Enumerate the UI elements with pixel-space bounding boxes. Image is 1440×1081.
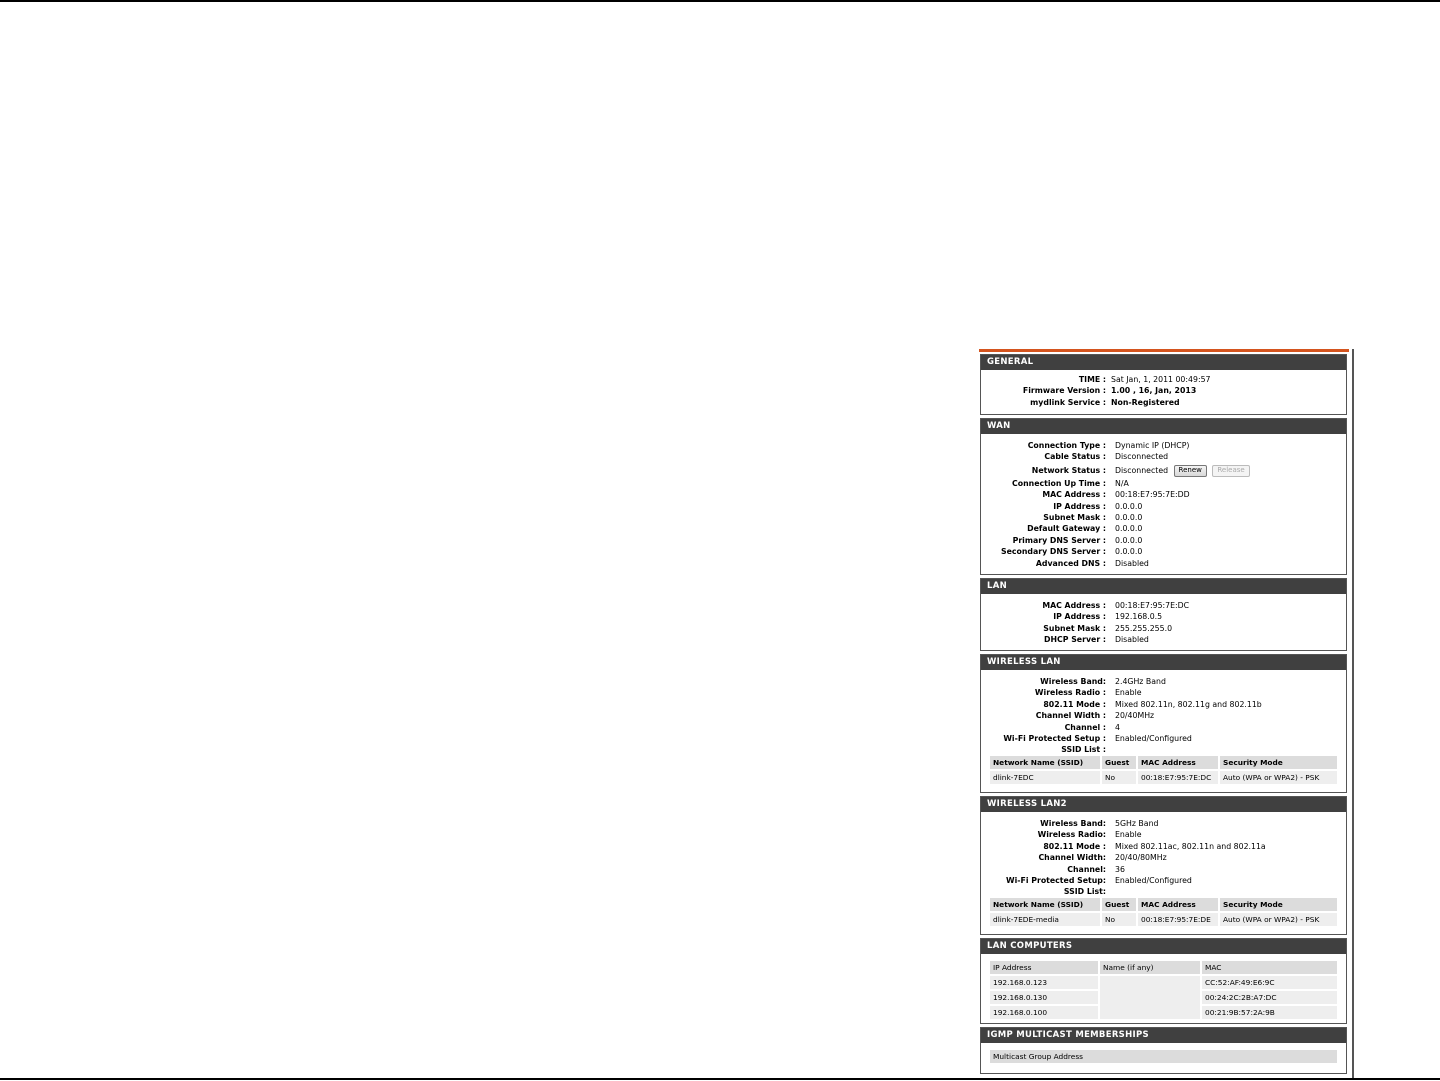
lan-row bbox=[981, 634, 1346, 645]
wan-label: Network Status : bbox=[1031, 465, 1106, 475]
col-ssid: Network Name (SSID) bbox=[990, 898, 1101, 912]
wlan2-label: Wireless Band: bbox=[1040, 819, 1106, 828]
lan-computers-table bbox=[990, 961, 1339, 1019]
wan-value: 0.0.0.0 bbox=[1115, 547, 1143, 557]
wlan-value: 4 bbox=[1115, 722, 1120, 732]
wlan2-label: SSID List: bbox=[1063, 887, 1106, 897]
wan-label: Cable Status : bbox=[1044, 452, 1106, 462]
lan-label: IP Address : bbox=[1053, 612, 1106, 622]
firmware-label: Firmware Version : bbox=[1022, 386, 1106, 396]
ip-cell: 192.168.0.100 bbox=[990, 1005, 1099, 1019]
col-security: Security Mode bbox=[1219, 756, 1338, 770]
wlan2-value: 36 bbox=[1115, 864, 1125, 874]
ssid-table bbox=[990, 756, 1339, 784]
wlan-label: Channel : bbox=[1064, 722, 1106, 732]
lan-value: 255.255.255.0 bbox=[1115, 623, 1173, 633]
wlan2-row bbox=[981, 886, 1346, 897]
wlan2-label: Wi-Fi Protected Setup: bbox=[1006, 875, 1106, 885]
bottom-rule bbox=[0, 1078, 1440, 1080]
wan-label: MAC Address : bbox=[1042, 490, 1106, 500]
table-row bbox=[990, 770, 1338, 784]
wlan2-row bbox=[981, 875, 1346, 886]
wlan-label: Channel Width : bbox=[1035, 711, 1106, 721]
col-ip: IP Address bbox=[990, 961, 1099, 975]
col-mac: MAC Address bbox=[1137, 898, 1219, 912]
wlan2-label: Channel: bbox=[1067, 864, 1106, 874]
mac-cell: CC:52:AF:49:E6:9C bbox=[1201, 975, 1338, 990]
wan-value: 0.0.0.0 bbox=[1115, 512, 1143, 522]
wlan-row bbox=[981, 744, 1346, 755]
wlan2-row bbox=[981, 841, 1346, 852]
wlan-row bbox=[981, 687, 1346, 698]
lan-label: Subnet Mask : bbox=[1043, 623, 1106, 633]
wlan-label: Wireless Band: bbox=[1040, 677, 1106, 686]
wlan-value: 20/40MHz bbox=[1115, 711, 1155, 721]
col-ssid: Network Name (SSID) bbox=[990, 756, 1101, 770]
wan-row bbox=[981, 535, 1346, 546]
time-row bbox=[981, 374, 1346, 385]
renew-button[interactable]: Renew bbox=[1174, 465, 1207, 477]
col-mac: MAC bbox=[1201, 961, 1338, 975]
wlan-row bbox=[981, 699, 1346, 710]
wlan2-row bbox=[981, 818, 1346, 829]
ssid-cell: dlink-7EDE-media bbox=[990, 912, 1101, 926]
wan-value: Disabled bbox=[1115, 558, 1149, 568]
wan-label: Advanced DNS : bbox=[1035, 558, 1106, 568]
wan-row bbox=[981, 523, 1346, 534]
lan-value: 00:18:E7:95:7E:DC bbox=[1115, 601, 1190, 610]
wlan-label: 802.11 Mode : bbox=[1043, 699, 1106, 709]
wlan-value: 2.4GHz Band bbox=[1115, 677, 1166, 686]
igmp-header: IGMP MULTICAST MEMBERSHIPS bbox=[981, 1028, 1346, 1043]
wlan-label: Wireless Radio : bbox=[1034, 688, 1106, 698]
col-mac: MAC Address bbox=[1137, 756, 1219, 770]
mydlink-value: Non-Registered bbox=[1111, 397, 1180, 407]
wan-value: N/A bbox=[1115, 478, 1129, 488]
wlan-row bbox=[981, 733, 1346, 744]
wan-label: Connection Type : bbox=[1027, 441, 1106, 450]
accent-bar bbox=[979, 349, 1349, 352]
wireless-lan2-section bbox=[980, 796, 1347, 935]
status-panel bbox=[977, 349, 1352, 1076]
wan-label: Connection Up Time : bbox=[1012, 478, 1106, 488]
ssid-cell: dlink-7EDC bbox=[990, 770, 1101, 784]
wlan-row bbox=[981, 710, 1346, 721]
wlan-value: Enabled/Configured bbox=[1115, 733, 1192, 743]
lan-label: DHCP Server : bbox=[1044, 635, 1106, 645]
wan-row bbox=[981, 451, 1346, 462]
wlan-value: Mixed 802.11n, 802.11g and 802.11b bbox=[1115, 699, 1262, 709]
wan-label: Default Gateway : bbox=[1027, 524, 1106, 534]
col-name: Name (if any) bbox=[1099, 961, 1201, 975]
general-header: GENERAL bbox=[981, 355, 1346, 370]
general-section bbox=[980, 354, 1347, 415]
mydlink-row bbox=[981, 397, 1346, 408]
wan-row bbox=[981, 546, 1346, 557]
lan-header: LAN bbox=[981, 579, 1346, 594]
wlan2-row bbox=[981, 852, 1346, 863]
wlan-value: Enable bbox=[1115, 688, 1142, 698]
wan-label: Secondary DNS Server : bbox=[1000, 547, 1106, 557]
wan-value: 0.0.0.0 bbox=[1115, 535, 1143, 545]
wlan-row bbox=[981, 722, 1346, 733]
wireless-lan-section bbox=[980, 654, 1347, 793]
mac-cell: 00:21:9B:57:2A:9B bbox=[1201, 1005, 1338, 1019]
wan-row bbox=[981, 512, 1346, 523]
igmp-table bbox=[990, 1050, 1339, 1063]
wlan2-row bbox=[981, 864, 1346, 875]
network-status-row bbox=[981, 463, 1346, 478]
lan-row bbox=[981, 623, 1346, 634]
table-row bbox=[990, 912, 1338, 926]
wan-row bbox=[981, 440, 1346, 451]
wireless-lan2-header: WIRELESS LAN2 bbox=[981, 797, 1346, 812]
wlan2-value: Mixed 802.11ac, 802.11n and 802.11a bbox=[1115, 841, 1266, 851]
wlan-row bbox=[981, 676, 1346, 687]
lan-value: 192.168.0.5 bbox=[1115, 612, 1163, 622]
network-status-value: Disconnected bbox=[1115, 465, 1169, 475]
wan-value: 0.0.0.0 bbox=[1115, 524, 1143, 534]
col-security: Security Mode bbox=[1219, 898, 1338, 912]
lan-row bbox=[981, 611, 1346, 622]
wlan2-value: 20/40/80MHz bbox=[1115, 853, 1167, 863]
wan-row bbox=[981, 489, 1346, 500]
mac-cell: 00:18:E7:95:7E:DC bbox=[1137, 770, 1219, 784]
wan-value: Dynamic IP (DHCP) bbox=[1115, 441, 1190, 450]
lan-section bbox=[980, 578, 1347, 651]
wan-row bbox=[981, 501, 1346, 512]
wlan-label: SSID List : bbox=[1061, 745, 1106, 755]
igmp-section bbox=[980, 1027, 1347, 1074]
wan-section bbox=[980, 418, 1347, 575]
wan-row bbox=[981, 558, 1346, 569]
col-guest: Guest bbox=[1101, 898, 1137, 912]
wan-row bbox=[981, 478, 1346, 489]
lan-label: MAC Address : bbox=[1042, 601, 1106, 610]
name-cell bbox=[1099, 975, 1201, 1019]
wan-label: Primary DNS Server : bbox=[1012, 535, 1106, 545]
col-guest: Guest bbox=[1101, 756, 1137, 770]
mac-cell: 00:24:2C:2B:A7:DC bbox=[1201, 990, 1338, 1005]
ssid-table-2 bbox=[990, 898, 1339, 926]
lan-row bbox=[981, 600, 1346, 611]
table-header-row bbox=[990, 898, 1338, 912]
wan-value: 00:18:E7:95:7E:DD bbox=[1115, 490, 1190, 500]
lan-value: Disabled bbox=[1115, 635, 1149, 645]
wireless-lan-header: WIRELESS LAN bbox=[981, 655, 1346, 670]
security-cell: Auto (WPA or WPA2) - PSK bbox=[1219, 770, 1338, 784]
wlan2-label: Wireless Radio: bbox=[1037, 830, 1106, 840]
network-status-value-group bbox=[1115, 463, 1250, 478]
time-label: TIME : bbox=[1078, 375, 1106, 384]
wlan2-label: 802.11 Mode : bbox=[1043, 841, 1106, 851]
table-header-row bbox=[990, 756, 1338, 770]
lan-computers-section bbox=[980, 938, 1347, 1024]
wlan2-label: Channel Width: bbox=[1038, 853, 1106, 863]
firmware-row bbox=[981, 385, 1346, 396]
table-header-row bbox=[990, 961, 1338, 975]
release-button[interactable]: Release bbox=[1212, 465, 1249, 477]
top-rule bbox=[0, 0, 1440, 2]
wan-header: WAN bbox=[981, 419, 1346, 434]
wlan2-value: 5GHz Band bbox=[1115, 819, 1159, 828]
wlan2-value: Enabled/Configured bbox=[1115, 875, 1192, 885]
wan-label: IP Address : bbox=[1053, 501, 1106, 511]
table-row bbox=[990, 975, 1338, 990]
ip-cell: 192.168.0.130 bbox=[990, 990, 1099, 1005]
wlan-label: Wi-Fi Protected Setup : bbox=[1003, 733, 1106, 743]
ip-cell: 192.168.0.123 bbox=[990, 975, 1099, 990]
table-header-row bbox=[990, 1050, 1338, 1063]
wan-value: 0.0.0.0 bbox=[1115, 501, 1143, 511]
guest-cell: No bbox=[1101, 912, 1137, 926]
wan-label: Subnet Mask : bbox=[1043, 512, 1106, 522]
lan-computers-header: LAN COMPUTERS bbox=[981, 939, 1346, 954]
guest-cell: No bbox=[1101, 770, 1137, 784]
wlan2-row bbox=[981, 829, 1346, 840]
mac-cell: 00:18:E7:95:7E:DE bbox=[1137, 912, 1219, 926]
time-value: Sat Jan, 1, 2011 00:49:57 bbox=[1111, 375, 1211, 384]
security-cell: Auto (WPA or WPA2) - PSK bbox=[1219, 912, 1338, 926]
firmware-value: 1.00 , 16, Jan, 2013 bbox=[1111, 386, 1197, 396]
wlan2-value: Enable bbox=[1115, 830, 1142, 840]
col-multicast-group: Multicast Group Address bbox=[990, 1050, 1338, 1063]
mydlink-label: mydlink Service : bbox=[1030, 397, 1106, 407]
wan-value: Disconnected bbox=[1115, 452, 1169, 462]
panel-border bbox=[1352, 349, 1354, 1078]
